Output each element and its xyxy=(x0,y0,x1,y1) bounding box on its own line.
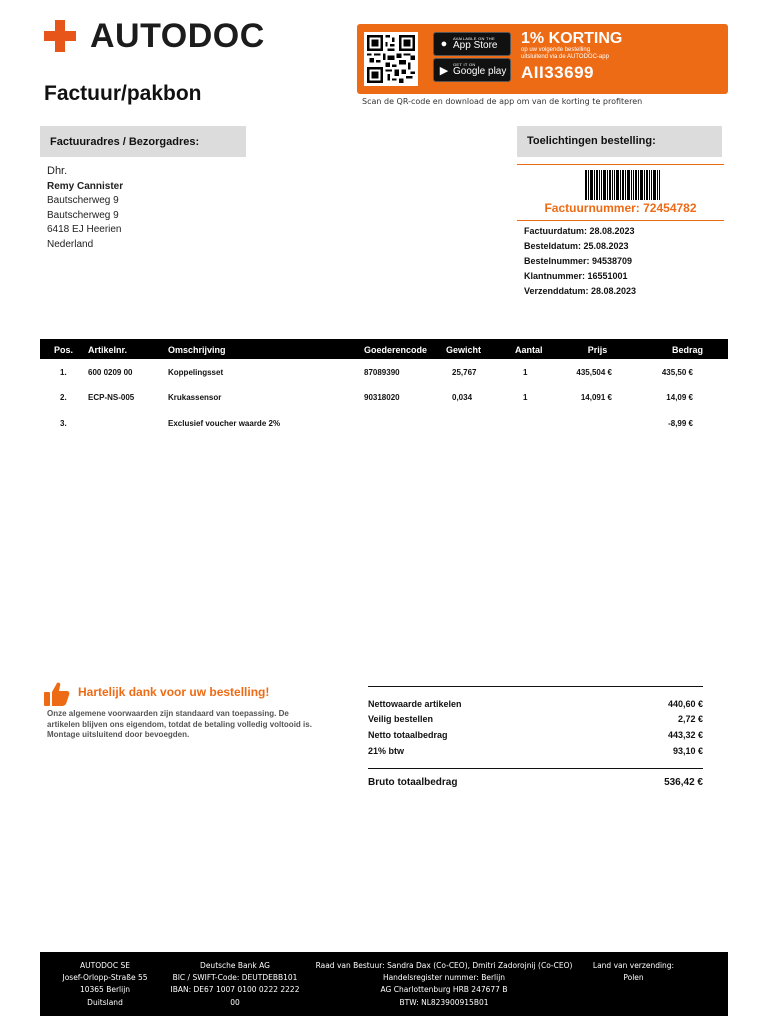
address-country: Nederland xyxy=(47,238,94,250)
promo-subline-2: uitsluitend via de AUTODOC-app xyxy=(521,54,609,60)
total-row xyxy=(368,699,703,709)
vat-value: 93,10 € xyxy=(672,746,703,756)
vat-label: 21% btw xyxy=(368,746,405,756)
cell-qty: 1 xyxy=(523,368,528,377)
cell-description: Koppelingsset xyxy=(168,368,224,377)
order-meta xyxy=(524,224,636,299)
address-line-1: Bautscherweg 9 xyxy=(47,195,119,207)
cell-weight: 25,767 xyxy=(452,368,477,377)
footer-shipping xyxy=(585,960,682,984)
app-store-label: App Store xyxy=(453,40,498,51)
cell-description: Krukassensor xyxy=(168,393,222,402)
col-amount: Bedrag xyxy=(671,345,703,355)
divider xyxy=(517,220,724,221)
autodoc-logo xyxy=(44,17,265,55)
shipping-date: Verzenddatum: 28.08.2023 xyxy=(524,286,637,296)
promo-headline: 1% KORTING xyxy=(521,30,623,47)
customer-number: Klantnummer: 16551001 xyxy=(524,271,628,281)
footer-line: BTW: NL823900915B01 xyxy=(399,997,489,1007)
app-store-small-text: AVAILABLE ON THE xyxy=(453,36,495,41)
col-price: Prijs xyxy=(587,345,608,355)
cell-pos: 3. xyxy=(60,419,67,428)
invoice-number: Factuurnummer: 72454782 xyxy=(544,201,697,215)
gross-total-label: Bruto totaalbedrag xyxy=(368,777,458,788)
cell-description: Exclusief voucher waarde 2% xyxy=(168,419,281,428)
divider xyxy=(368,686,703,687)
total-row xyxy=(368,714,703,724)
footer-bank xyxy=(162,960,308,1009)
promo-subline-1: op uw volgende bestelling xyxy=(521,47,591,53)
table-row xyxy=(40,413,728,433)
table-row xyxy=(40,362,728,382)
cell-price: 14,091 € xyxy=(580,393,612,402)
cell-article: 600 0209 00 xyxy=(88,368,133,377)
address-block xyxy=(47,164,123,253)
footer-line: 00 xyxy=(230,997,240,1007)
order-date: Besteldatum: 25.08.2023 xyxy=(524,241,629,251)
footer-line: Deutsche Bank AG xyxy=(200,961,270,970)
cell-article: ECP-NS-005 xyxy=(88,393,135,402)
col-article: Artikelnr. xyxy=(88,345,128,355)
footer-line: AG Charlottenburg HRB 247677 B xyxy=(380,985,508,995)
gross-total-row xyxy=(368,777,703,788)
promo-note: Scan de QR-code en download de app om van de korting te profiteren xyxy=(362,97,643,106)
total-row xyxy=(368,746,703,756)
col-weight: Gewicht xyxy=(446,345,482,355)
apple-icon: ● xyxy=(440,38,448,50)
google-play-label: Google play xyxy=(453,66,507,77)
salutation: Dhr. xyxy=(47,165,68,177)
footer-line: Polen xyxy=(623,973,644,983)
net-items-label: Nettowaarde artikelen xyxy=(368,699,462,709)
col-description: Omschrijving xyxy=(168,345,226,355)
cell-pos: 1. xyxy=(60,368,67,377)
footer-company xyxy=(50,960,160,1009)
customer-name: Remy Cannister xyxy=(47,180,124,192)
play-triangle-icon: ▶ xyxy=(439,64,449,77)
order-notes-heading: Toelichtingen bestelling: xyxy=(517,126,722,157)
cell-pos: 2. xyxy=(60,393,67,402)
table-row xyxy=(40,387,728,407)
items-table-header xyxy=(40,339,728,359)
thanks-title: Hartelijk dank voor uw bestelling! xyxy=(78,685,270,699)
footer-board xyxy=(308,960,580,1009)
footer-line: Land van verzending: xyxy=(592,961,675,970)
gross-total-value: 536,42 € xyxy=(664,777,703,788)
net-items-value: 440,60 € xyxy=(667,699,703,709)
footer xyxy=(40,952,728,1016)
footer-line: IBAN: DE67 1007 0100 0222 2222 xyxy=(170,985,300,995)
promo-code: AII33699 xyxy=(521,63,594,82)
terms-text: Onze algemene voorwaarden zijn standaard van toepassing. De artikelen blijven ons eigendom, totdat de betaling volledig voltooid is. Montage uitsluitend door bevoegden. xyxy=(47,709,312,739)
divider xyxy=(368,768,703,769)
cell-amount: 14,09 € xyxy=(666,393,693,402)
safe-order-label: Veilig bestellen xyxy=(368,714,434,724)
cell-qty: 1 xyxy=(523,393,528,402)
cell-amount: -8,99 € xyxy=(668,419,693,428)
footer-line: Duitsland xyxy=(87,997,123,1007)
cell-price: 435,504 € xyxy=(576,368,612,377)
invoice-date: Factuurdatum: 28.08.2023 xyxy=(524,226,635,236)
net-total-value: 443,32 € xyxy=(667,730,703,740)
address-line-2: Bautscherweg 9 xyxy=(47,209,119,221)
plus-logo-icon xyxy=(44,20,76,52)
order-number: Bestelnummer: 94538709 xyxy=(524,256,633,266)
footer-line: 10365 Berlijn xyxy=(79,985,131,995)
total-row xyxy=(368,730,703,740)
address-heading: Factuuradres / Bezorgadres: xyxy=(40,126,246,157)
safe-order-value: 2,72 € xyxy=(677,714,703,724)
col-pos: Pos. xyxy=(54,345,74,355)
cell-goods-code: 90318020 xyxy=(364,393,400,402)
app-store-badge[interactable] xyxy=(433,32,511,56)
footer-line: AUTODOC SE xyxy=(80,961,130,970)
cell-weight: 0,034 xyxy=(452,393,473,402)
col-goods-code: Goederencode xyxy=(364,345,428,355)
google-play-badge[interactable] xyxy=(433,58,511,82)
address-city: 6418 EJ Heerien xyxy=(47,224,122,236)
google-play-small-text: GET IT ON xyxy=(453,62,476,67)
footer-line: Josef-Orlopp-Straße 55 xyxy=(62,973,148,983)
brand-name: AUTODOC xyxy=(90,17,265,55)
thumbs-up-icon xyxy=(44,682,70,706)
col-qty: Aantal xyxy=(515,345,543,355)
net-total-label: Netto totaalbedrag xyxy=(368,730,448,740)
qr-code-icon xyxy=(364,32,418,86)
app-promo-banner xyxy=(357,24,728,94)
divider xyxy=(517,164,724,165)
cell-goods-code: 87089390 xyxy=(364,368,400,377)
footer-line: Raad van Bestuur: Sandra Dax (Co-CEO), Dmitri Zadorojnij (Co-CEO) xyxy=(315,961,573,970)
footer-line: BIC / SWIFT-Code: DEUTDEBB101 xyxy=(172,973,298,983)
document-title: Factuur/pakbon xyxy=(44,82,202,105)
cell-amount: 435,50 € xyxy=(661,368,693,377)
footer-line: Handelsregister nummer: Berlijn xyxy=(382,973,506,983)
barcode-icon xyxy=(585,170,660,200)
